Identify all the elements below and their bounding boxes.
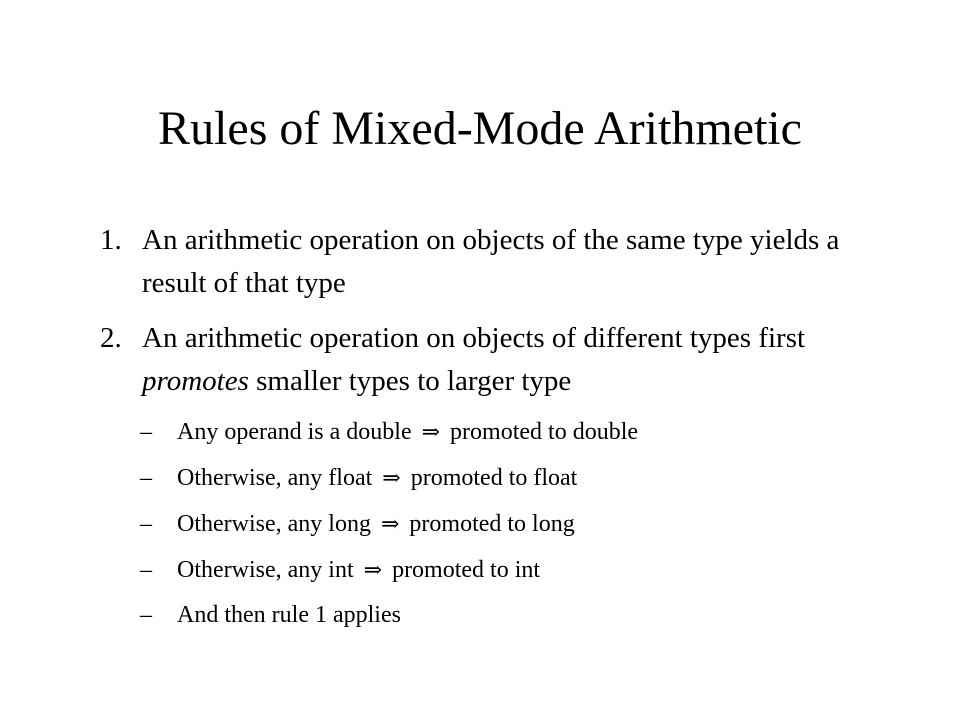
rule-2-text-before: An arithmetic operation on objects of different types first [142, 322, 806, 354]
implies-arrow-icon: ⇒ [363, 558, 383, 583]
subrule-dash: – [140, 602, 152, 628]
implies-arrow-icon: ⇒ [380, 512, 400, 537]
rule-2-emphasis: promotes [142, 365, 249, 397]
rule-2-text [142, 317, 902, 403]
slide-title: Rules of Mixed-Mode Arithmetic [158, 102, 802, 155]
rule-1-text: An arithmetic operation on objects of the same type yields a result of that type [142, 224, 840, 299]
subrule-text [177, 507, 575, 542]
subrule-dash: – [140, 511, 152, 537]
rule-1-number: 1. [100, 224, 122, 256]
subrule-text [177, 553, 540, 588]
subrule-dash: – [140, 557, 152, 583]
subrule-dash: – [140, 419, 152, 445]
implies-arrow-icon: ⇒ [382, 466, 401, 491]
subrule-condition: Otherwise, any long [177, 511, 371, 537]
implies-arrow-icon: ⇒ [421, 420, 441, 445]
subrule-result: promoted to int [392, 557, 541, 583]
subrule-result: promoted to float [410, 465, 578, 491]
rule-2-number: 2. [100, 322, 122, 354]
subrule-condition: Otherwise, any float [177, 465, 373, 491]
subrule-dash: – [140, 465, 152, 491]
subrule-condition: Any operand is a double [177, 419, 412, 445]
subrule-text [177, 461, 577, 496]
subrule-text: And then rule 1 applies [177, 602, 401, 628]
subrule-condition: Otherwise, any int [177, 557, 354, 583]
subrule-result: promoted to long [409, 511, 575, 537]
subrule-text [177, 415, 638, 450]
subrule-result: promoted to double [450, 419, 639, 445]
rule-2-text-after: smaller types to larger type [248, 365, 572, 397]
